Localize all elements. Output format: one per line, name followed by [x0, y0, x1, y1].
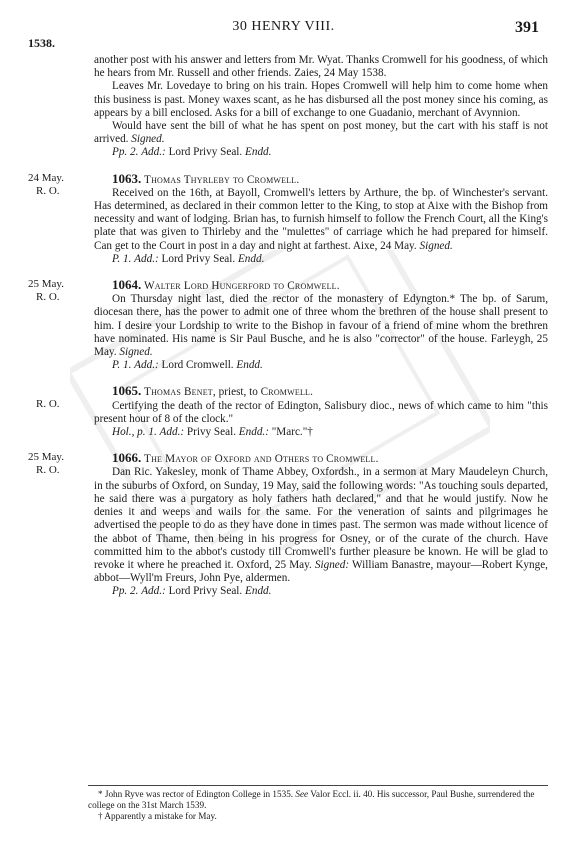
- entry-meta: [94, 359, 548, 372]
- entry-title-part: Thomas Benet,: [144, 386, 216, 399]
- entry-date: 25 May.: [28, 451, 64, 464]
- paragraph-text: Would have sent the bill of what he has spent on post money, but the cart with his staff is not arrived.: [94, 120, 548, 146]
- paragraph-text: On Thursday night last, died the rector of the monastery of Edyngton.* The bp. of Sarum, diocesan there, has the power to admit one of three whom the brethren of the house shall present to him. I desire your Lordship to write to the Bishop in favour of a friend of mine whom the brethren have nominated. His name is Sir Paul Busche, and he is also "corrector" of the house. Farleygh, 25 May.: [94, 293, 548, 359]
- entry-source: R. O.: [36, 291, 60, 304]
- paragraph: [94, 187, 548, 253]
- meta-add-value: Lord Privy Seal.: [168, 146, 243, 159]
- entry-title-part: Cromwell.: [260, 386, 314, 399]
- year-label: 1538.: [28, 36, 55, 50]
- entry-1066: [28, 451, 548, 598]
- entry-heading: [94, 451, 548, 466]
- signatories: William Banastre, mayour—Robert Kynge, abbot—Wyll'm Freurs, John Pye, aldermen.: [94, 558, 548, 585]
- meta-pages: Pp. 2.: [112, 585, 139, 598]
- entry-1065: [28, 384, 548, 439]
- paragraph: [94, 120, 548, 146]
- entry-title: Thomas Thyrleby to Cromwell.: [144, 173, 300, 186]
- meta-endd: Endd.: [237, 252, 265, 265]
- entry-number: 1065.: [112, 383, 142, 399]
- paragraph-text: Received on the 16th, at Bayoll, Cromwell's letters by Arthure, the bp. of Winchester's servant. Has determined, as declared in their common letter to the King, to stop at Aixe with the Bishop from necessity and want of lodging. Brian has, to furnish himself to follow the French Court, all the King's plate that was given to Thirleby and the "mulettes" of carriage which he had prepared for himself. Can get to the Court in post in a day and night at farthest. Aixe, 24 May.: [94, 186, 548, 252]
- meta-pages: P. 1.: [112, 359, 132, 372]
- footnotes: [88, 785, 548, 822]
- page-number: 391: [515, 19, 539, 36]
- signed-note: Signed.: [119, 346, 153, 359]
- entry-source: R. O.: [36, 397, 60, 410]
- entry-title-part: The Mayor of Oxford: [144, 453, 252, 466]
- entry-1063: [28, 172, 548, 266]
- meta-add-label: Add.:: [134, 359, 159, 372]
- paragraph: Certifying the death of the rector of Edington, Salisbury dioc., news of which came to him "this present hour of 8 of the clock.": [94, 399, 548, 425]
- margin-notes: [28, 172, 92, 198]
- entry-title-part: priest, to: [218, 386, 258, 399]
- entry-heading: [94, 278, 548, 293]
- entry-meta: [94, 426, 548, 439]
- footnote: † Apparently a mistake for May.: [98, 811, 217, 821]
- meta-add-value: Privy Seal.: [186, 426, 236, 439]
- paragraph: [94, 293, 548, 359]
- document-body: [28, 54, 548, 599]
- entry-continued: [28, 54, 548, 160]
- paragraph: [94, 466, 548, 585]
- meta-add-value: Lord Privy Seal.: [161, 252, 236, 265]
- footnote-see: See: [295, 789, 309, 799]
- entry-meta: [94, 253, 548, 266]
- paragraph-text: Dan Ric. Yakesley, monk of Thame Abbey, Oxfordsh., in a sermon at Mary Maudeleyn Church, in the suburbs of Oxford, on Sunday, 19 May, said the following words: "As touching souls departed, he said there was a purgatory as holy fathers hath declared," and that he would justify. Now he denies it and weeps and wails for the same. For the veneration of saints and pilgrimages he advertised the people to do as they have done in times past. The sermon was made without licence of the abbot of Thame, then being in his progress for Osney, or of the curate of the church. Have committed him to the abbot's custody till Cromwell's further pleasure be known. He will be glad to revoke it where he preached it. Oxford, 25 May.: [94, 466, 548, 571]
- footnote: [88, 789, 548, 811]
- entry-1064: [28, 278, 548, 372]
- entry-title-part: Cromwell.: [326, 453, 379, 466]
- entry-source: R. O.: [36, 184, 60, 197]
- page-header: [0, 19, 567, 39]
- running-title: 30 HENRY VIII.: [232, 19, 335, 34]
- footnote-text: * John Ryve was rector of Edington College in 1535.: [98, 789, 294, 799]
- meta-add-label: Add.:: [141, 585, 166, 598]
- entry-meta: [94, 146, 548, 159]
- margin-notes: [28, 278, 92, 304]
- entry-number: 1064.: [112, 277, 142, 293]
- meta-pages: Pp. 2.: [112, 146, 139, 159]
- entry-number: 1063.: [112, 170, 142, 186]
- margin-notes: [28, 451, 92, 477]
- meta-pages: Hol., p. 1.: [112, 426, 157, 439]
- margin-notes: [28, 384, 92, 410]
- meta-add-label: Add.:: [141, 146, 166, 159]
- entry-date: 24 May.: [28, 171, 64, 184]
- meta-endd-label: Endd.:: [238, 426, 269, 439]
- signed-note: Signed:: [314, 558, 350, 571]
- entry-title: Walter Lord Hungerford to Cromwell.: [144, 280, 340, 293]
- entry-source: R. O.: [36, 464, 60, 477]
- entry-number: 1066.: [112, 450, 142, 466]
- paragraph: Leaves Mr. Lovedaye to bring on his train. Hopes Cromwell will help him to come home when this business is past. Money waxes scant, as he has disbursed all the post money since his coming, as appears by a bill enclosed. Asks for a bill of exchange to one Guadanio, merchant of Avynnion.: [94, 80, 548, 119]
- meta-add-value: Lord Cromwell.: [161, 359, 234, 372]
- meta-endd: Endd.: [236, 359, 263, 372]
- entry-heading: [94, 384, 548, 399]
- entry-meta: [94, 585, 548, 598]
- signed-note: Signed.: [131, 133, 165, 146]
- paragraph: another post with his answer and letters from Mr. Wyat. Thanks Cromwell for his goodness, of which he hears from Mr. Russell and other friends. Zaies, 24 May 1538.: [94, 54, 548, 80]
- entry-heading: [94, 172, 548, 187]
- meta-endd-value: "Marc."†: [271, 426, 313, 439]
- entry-date: 25 May.: [28, 278, 64, 291]
- meta-endd: Endd.: [245, 585, 272, 598]
- meta-add-value: Lord Privy Seal.: [168, 585, 243, 598]
- entry-title-part: and Others to: [253, 453, 324, 466]
- meta-add-label: Add.:: [134, 252, 159, 265]
- meta-pages: P. 1.: [112, 252, 132, 265]
- footnote-text: Valor Eccl. ii. 40. His successor, Paul Bushe, surrendered the college on the 31st March 1539.: [88, 789, 535, 810]
- meta-endd: Endd.: [245, 146, 272, 159]
- signed-note: Signed.: [419, 239, 453, 252]
- meta-add-label: Add.:: [159, 426, 185, 439]
